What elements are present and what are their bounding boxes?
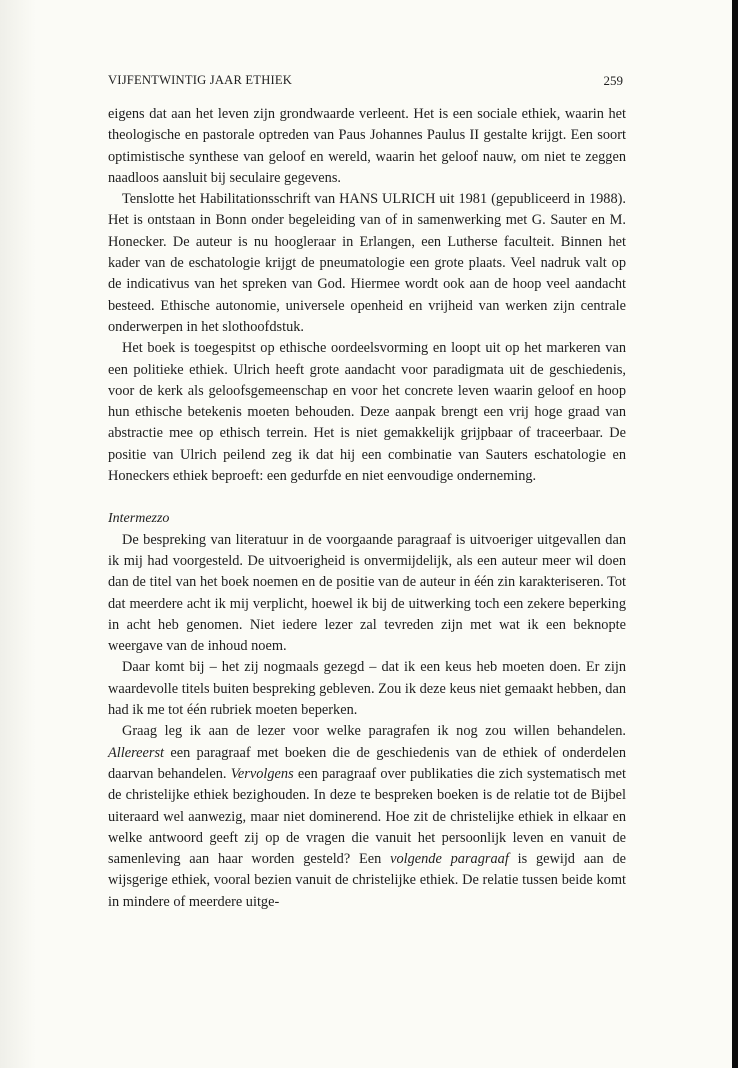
page-header (108, 73, 623, 93)
paragraph-2: Tenslotte het Habilitationsschrift van HANS ULRICH uit 1981 (gepubliceerd in 1988). Het is ontstaan in Bonn onder begeleiding van of in samenwerking met G. Sauter en M. Honecker. De auteur is nu hoogleraar in Erlangen, een Lutherse faculteit. Binnen het kader van de eschatologie krijgt de pneumatologie een grote plaats. Veel nadruk valt op de indicativus van het spreken van God. Hiermee wordt ook aan de hoop veel aandacht besteed. Ethische autonomie, universele openheid en vrijheid van werken zijn centrale onderwerpen in het slothoofdstuk. (108, 191, 626, 335)
scan-edge-bar (732, 0, 738, 1068)
paragraph-3: Het boek is toegespitst op ethische oordeelsvorming en loopt uit op het markeren van een politieke ethiek. Ulrich heeft grote aandacht voor paradigmata uit de geschiedenis, voor de kerk als geloofsgemeenschap en voor het concrete leven waarin geloof en hoop hun ethische betekenis moeten behouden. Deze aanpak brengt een vrij hoge graad van abstractie mee op ethisch terrein. Het is niet gemakkelijk grijpbaar of traceerbaar. De positie van Ulrich peilend zeg ik dat hij een combinatie van Sauters eschatologie en Honeckers ethiek beproeft: een gedurfde en niet eenvoudige onderneming. (108, 340, 626, 485)
paragraph-4: De bespreking van literatuur in de voorgaande paragraaf is uitvoeriger uitgevallen dan ik mij had voorgesteld. De uitvoerigheid is onvermijdelijk, als een auteur meer wil doen dan de titel van het boek noemen en de positie van de auteur in één zin karakteriseren. Tot dat meerdere acht ik mij verplicht, hoewel ik bij de uitwerking toch een zekere beperking in acht heb genomen. Niet iedere lezer zal tevreden zijn met wat ik een beknopte weergave van de inhoud noem. (108, 531, 626, 655)
paragraph-6-part-c: een paragraaf over publikaties die zich systematisch met de christelijke ethiek bezighouden. In deze te bespreken boeken is de relatie tot de Bijbel uiteraard wel aanwezig, maar niet dominerend. Hoe zit de christelijke ethiek in elkaar en welke antwoord geeft zij op de vragen die vanuit het persoonlijk leven en vanuit de samenleving aan haar worden gesteld? Een (108, 765, 627, 868)
running-title: VIJFENTWINTIG JAAR ETHIEK (108, 73, 293, 87)
emphasis-vervolgens: Vervolgens (230, 765, 294, 782)
paragraph-5: Daar komt bij – het zij nogmaals gezegd – dat ik een keus heb moeten doen. Er zijn waardevolle titels buiten bespreking gebleven. Zou ik deze keus niet gemaakt hebben, dan had ik me tot één rubriek moeten beperken. (108, 659, 626, 719)
page-number: 259 (603, 73, 623, 88)
paragraph-6-part-d: is gewijd aan de wijsgerige ethiek, vooral bezien vanuit de christelijke ethiek. De relatie tussen beide komt in mindere of meerdere uitge- (108, 851, 626, 910)
emphasis-volgende-paragraaf: volgende paragraaf (390, 851, 509, 868)
paragraph-6-part-b: een paragraaf met boeken die de geschiedenis van de ethiek of onderdelen daarvan behandelen. (108, 744, 626, 782)
paragraph-6 (108, 721, 626, 913)
body-text (108, 104, 626, 913)
section-heading: Intermezzo (108, 511, 170, 527)
emphasis-allereerst: Allereerst (108, 744, 165, 761)
page-gutter-shadow (0, 0, 36, 1068)
paragraph-6-part-a: Graag leg ik aan de lezer voor welke paragrafen ik nog zou willen behandelen. (122, 723, 626, 740)
paragraph-1: eigens dat aan het leven zijn grondwaarde verleent. Het is een sociale ethiek, waarin het theologische en pastorale optreden van Paus Johannes Paulus II gestalte krijgt. Een soort optimistische synthese van geloof en wereld, waarin het geloof nauw, om niet te zeggen naadloos aansluit bij seculaire gegevens. (108, 106, 626, 186)
